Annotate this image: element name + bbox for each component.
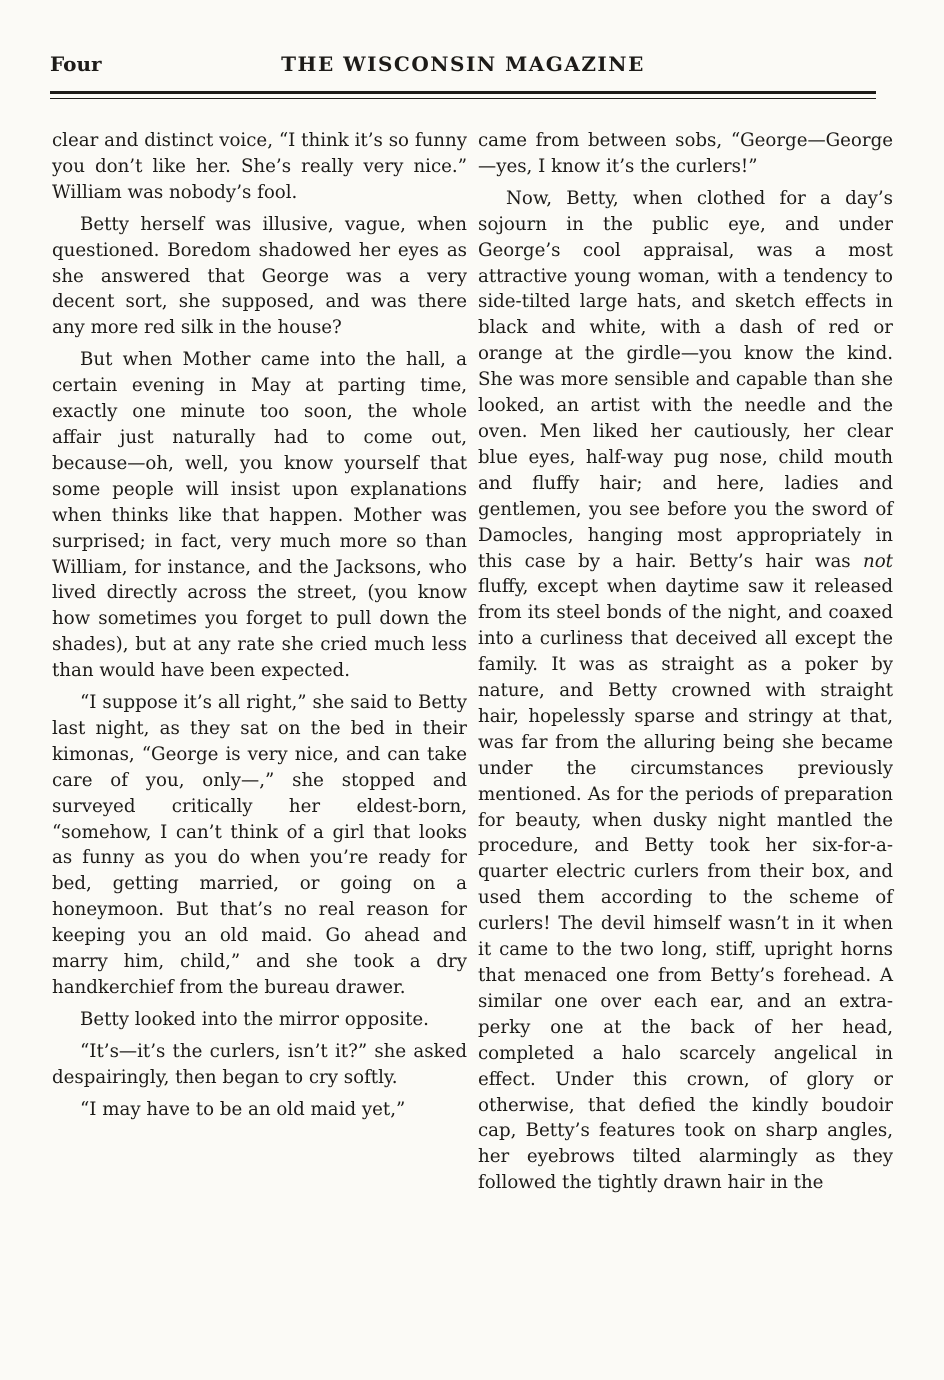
header-rule-thin <box>50 98 876 99</box>
paragraph: Betty herself was illusive, vague, when questioned. Boredom shadowed her eyes as she answered that George was a very decent sort, she supposed, and was there any more red silk in the house? <box>52 213 467 339</box>
header-rule-thick <box>50 91 876 94</box>
paragraph: But when Mother came into the hall, a certain evening in May at parting time, exactly one minute too soon, the whole affair just naturally had to come out, because—oh, well, you know yourself that some people will insist upon explanations when thinks like that happen. Mother was surprised; in fact, very much more so than William, for instance, and the Jacksons, who lived directly across the street, (you know how sometimes you forget to pull down the shades), but at any rate she cried much less than would have been expected. <box>52 349 467 682</box>
paragraph: “I may have to be an old maid yet,” <box>80 1098 406 1120</box>
paragraph <box>478 186 893 1196</box>
magazine-title: THE WISCONSIN MAGAZINE <box>281 52 645 76</box>
paragraph: clear and distinct voice, “I think it’s so funny you don’t like her. She’s really very nice.” William was nobody’s fool. <box>52 130 467 203</box>
paragraph-text: fluffy, except when daytime saw it released from its steel bonds of the night, and coaxed into a curliness that deceived all except the family. It was as straight as a poker by nature, and Betty crowned with straight hair, hopelessly sparse and stringy at that, was far from the alluring being she became under the circumstances previously mentioned. As for the periods of preparation for beauty, when dusky night mantled the procedure, and Betty took her six-for-a-quarter electric curlers from their box, and used them according to the scheme of curlers! The devil himself wasn’t in it when it came to the two long, stiff, upright horns that menaced one from Betty’s forehead. A similar one over each ear, and an extra-perky one at the back of her head, completed a halo scarcely angelical in effect. Under this crown, of glory or otherwise, that defied the kindly boudoir cap, Betty’s features took on sharp angles, her eyebrows tilted alarmingly as they followed the tightly drawn hair in the <box>478 576 893 1194</box>
page-header <box>50 52 876 82</box>
paragraph: came from between sobs, “George—George—yes, I know it’s the curlers!” <box>478 130 893 177</box>
paragraph: “It’s—it’s the curlers, isn’t it?” she asked despairingly, then began to cry softly. <box>52 1040 467 1088</box>
paragraph-text: Now, Betty, when clothed for a day’s sojourn in the public eye, and under George’s cool appraisal, was a most attractive young woman, with a tendency to side-tilted large hats, and sketch effects in black and white, with a dash of red or orange at the girdle—you know the kind. She was more sensible and capable than she looked, an artist with the needle and the oven. Men liked her cautiously, her clear blue eyes, half-way pug nose, child mouth and fluffy hair; and here, ladies and gentlemen, you see before you the sword of Damocles, hanging most appropriately in this case by a hair. Betty’s hair was <box>478 187 893 572</box>
paragraph: Betty looked into the mirror opposite. <box>80 1008 429 1030</box>
page-number: Four <box>50 52 102 76</box>
right-column <box>478 128 893 1196</box>
paragraph: “I suppose it’s all right,” she said to Betty last night, as they sat on the bed in their kimonas, “George is very nice, and can take care of you, only—,” she stopped and surveyed critically her eldest-born, “somehow, I can’t think of a girl that looks as funny as you do when you’re ready for bed, getting married, or going on a honeymoon. But that’s no real reason for keeping you an old maid. Go ahead and marry him, child,” and she took a dry handkerchief from the bureau drawer. <box>52 692 467 998</box>
left-column <box>52 128 467 1123</box>
emphasized-word: not <box>863 550 893 572</box>
